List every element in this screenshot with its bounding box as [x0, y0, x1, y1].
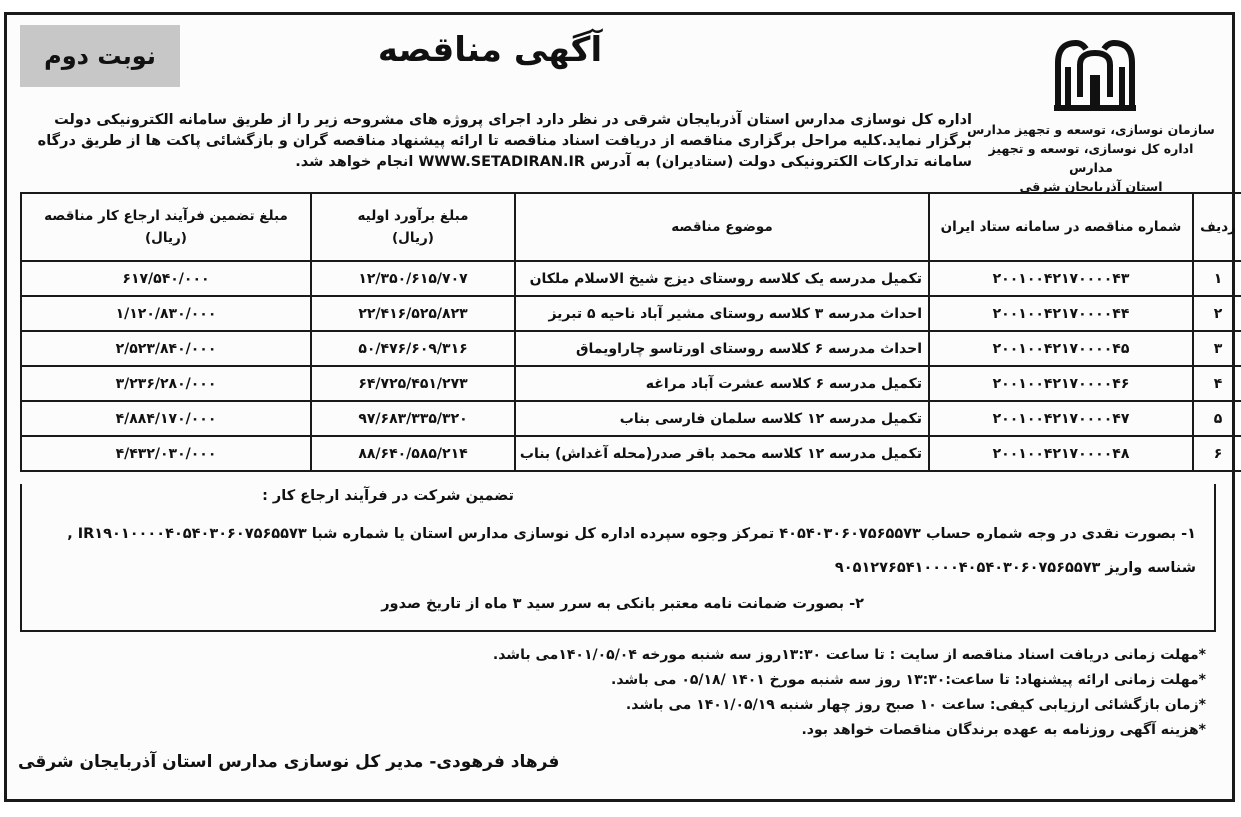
cell-number: ۲۰۰۱۰۰۴۲۱۷۰۰۰۰۴۵ [929, 331, 1193, 366]
cell-row: ۴ [1193, 366, 1241, 401]
header-estimate-unit: (ریال) [392, 230, 434, 246]
table-row [21, 366, 1241, 401]
table-row [21, 331, 1241, 366]
cell-estimate: ۱۲/۳۵۰/۶۱۵/۷۰۷ [311, 261, 515, 296]
guarantee-item-cash-id: شناسه واریز ۹۰۵۱۲۷۶۵۴۱۰۰۰۰۴۰۵۴۰۳۰۶۰۷۵۶۵۵۷۳ [834, 560, 1196, 576]
round-badge: نوبت دوم [20, 25, 180, 87]
guarantee-item-bank: ۲- بصورت ضمانت نامه معتبر بانکی به سرر سید ۳ ماه از تاریخ صدور [381, 596, 864, 612]
cell-number: ۲۰۰۱۰۰۴۲۱۷۰۰۰۰۴۸ [929, 436, 1193, 471]
note-line: *هزینه آگهی روزنامه به عهده برندگان مناقصات خواهد بود. [801, 722, 1206, 738]
cell-subject: احداث مدرسه ۳ کلاسه روستای مشیر آباد ناحیه ۵ تبریز [515, 296, 929, 331]
table-row [21, 436, 1241, 471]
cell-subject: تکمیل مدرسه یک کلاسه روستای دیزج شیخ الاسلام ملکان [515, 261, 929, 296]
cell-row: ۵ [1193, 401, 1241, 436]
notice-title: آگهی مناقصه [377, 30, 603, 70]
header-estimate [311, 193, 515, 261]
org-line: اداره کل نوسازی، توسعه و تجهیز مدارس [988, 141, 1194, 175]
cell-guarantee: ۱/۱۲۰/۸۳۰/۰۰۰ [21, 296, 311, 331]
tender-table [20, 192, 1241, 472]
note-line: *مهلت زمانی ارائه پیشنهاد: تا ساعت:۱۳:۳۰ روز سه شنبه مورخ ۱۴۰۱ /۰۵/۱۸ می باشد. [611, 672, 1206, 688]
cell-subject: تکمیل مدرسه ۱۲ کلاسه سلمان فارسی بناب [515, 401, 929, 436]
table-row [21, 261, 1241, 296]
org-line: استان آذربایجان شرقی [1019, 179, 1163, 194]
cell-guarantee: ۲/۵۲۳/۸۴۰/۰۰۰ [21, 331, 311, 366]
organization-logo-icon [1050, 35, 1140, 115]
cell-row: ۶ [1193, 436, 1241, 471]
cell-estimate: ۶۴/۷۲۵/۴۵۱/۲۷۳ [311, 366, 515, 401]
table-row [21, 296, 1241, 331]
cell-estimate: ۲۲/۴۱۶/۵۲۵/۸۲۳ [311, 296, 515, 331]
note-line: *مهلت زمانی دریافت اسناد مناقصه از سایت : تا ساعت ۱۳:۳۰روز سه شنبه مورخه ۱۴۰۱/۰۵/۰۴می باشد. [492, 647, 1206, 663]
note-line: *زمان بازگشائی ارزیابی کیفی: ساعت ۱۰ صبح روز چهار شنبه ۱۴۰۱/۰۵/۱۹ می باشد. [625, 697, 1206, 713]
intro-line: برگزار نماید.کلیه مراحل برگزاری مناقصه از دریافت اسناد مناقصه تا ارائه پیشنهاد مناقصه گران و بازگشائی پاکت ها از طریق درگاه [37, 133, 972, 149]
cell-estimate: ۵۰/۴۷۶/۶۰۹/۳۱۶ [311, 331, 515, 366]
guarantee-item-cash: ۱- بصورت نقدی در وجه شماره حساب ۴۰۵۴۰۳۰۶۰۷۵۶۵۵۷۳ تمرکز وجوه سپرده اداره کل نوسازی مدارس استان یا شماره شبا IR۱۹۰۱۰۰۰۰۴۰۵۴۰۳۰۶۰۷۵۶۵۵۷۳ , [67, 526, 1196, 542]
cell-row: ۲ [1193, 296, 1241, 331]
cell-subject: تکمیل مدرسه ۱۲ کلاسه محمد باقر صدر(محله آغداش) بناب [515, 436, 929, 471]
deadline-notes [306, 643, 1206, 743]
cell-guarantee: ۳/۲۳۶/۲۸۰/۰۰۰ [21, 366, 311, 401]
intro-line: سامانه تدارکات الکترونیکی دولت (ستادیران) به آدرس WWW.SETADIRAN.IR انجام خواهد شد. [295, 154, 972, 170]
cell-guarantee: ۴/۴۳۲/۰۳۰/۰۰۰ [21, 436, 311, 471]
cell-estimate: ۸۸/۶۴۰/۵۸۵/۲۱۴ [311, 436, 515, 471]
header-estimate-label: مبلغ برآورد اولیه [357, 208, 469, 224]
guarantee-section [20, 484, 1216, 632]
organization-name [966, 120, 1216, 196]
cell-row: ۳ [1193, 331, 1241, 366]
table-row [21, 401, 1241, 436]
header-row-number: ردیف [1193, 193, 1241, 261]
signature: فرهاد فرهودی- مدیر کل نوسازی مدارس استان آذربایجان شرقی [18, 752, 560, 772]
table-header-row [21, 193, 1241, 261]
cell-row: ۱ [1193, 261, 1241, 296]
cell-estimate: ۹۷/۶۸۳/۳۳۵/۳۲۰ [311, 401, 515, 436]
cell-subject: احداث مدرسه ۶ کلاسه روستای اورتاسو چاراویماق [515, 331, 929, 366]
cell-number: ۲۰۰۱۰۰۴۲۱۷۰۰۰۰۴۷ [929, 401, 1193, 436]
intro-paragraph [22, 110, 972, 173]
cell-guarantee: ۶۱۷/۵۴۰/۰۰۰ [21, 261, 311, 296]
header-subject: موضوع مناقصه [515, 193, 929, 261]
intro-line: اداره کل نوسازی مدارس استان آذربایجان شرقی در نظر دارد اجرای پروژه های مشروحه زیر را از طریق سامانه الکترونیکی دولت [54, 112, 972, 128]
header-guarantee [21, 193, 311, 261]
cell-number: ۲۰۰۱۰۰۴۲۱۷۰۰۰۰۴۴ [929, 296, 1193, 331]
cell-guarantee: ۴/۸۸۴/۱۷۰/۰۰۰ [21, 401, 311, 436]
header-tender-number: شماره مناقصه در سامانه ستاد ایران [929, 193, 1193, 261]
org-line: سازمان نوسازی، توسعه و تجهیز مدارس [967, 122, 1215, 137]
cell-number: ۲۰۰۱۰۰۴۲۱۷۰۰۰۰۴۳ [929, 261, 1193, 296]
header-guarantee-label: مبلغ تضمین فرآیند ارجاع کار مناقصه [44, 208, 288, 224]
header-guarantee-unit: (ریال) [145, 230, 187, 246]
cell-number: ۲۰۰۱۰۰۴۲۱۷۰۰۰۰۴۶ [929, 366, 1193, 401]
cell-subject: تکمیل مدرسه ۶ کلاسه عشرت آباد مراغه [515, 366, 929, 401]
guarantee-title: تضمین شرکت در فرآیند ارجاع کار : [262, 488, 514, 504]
